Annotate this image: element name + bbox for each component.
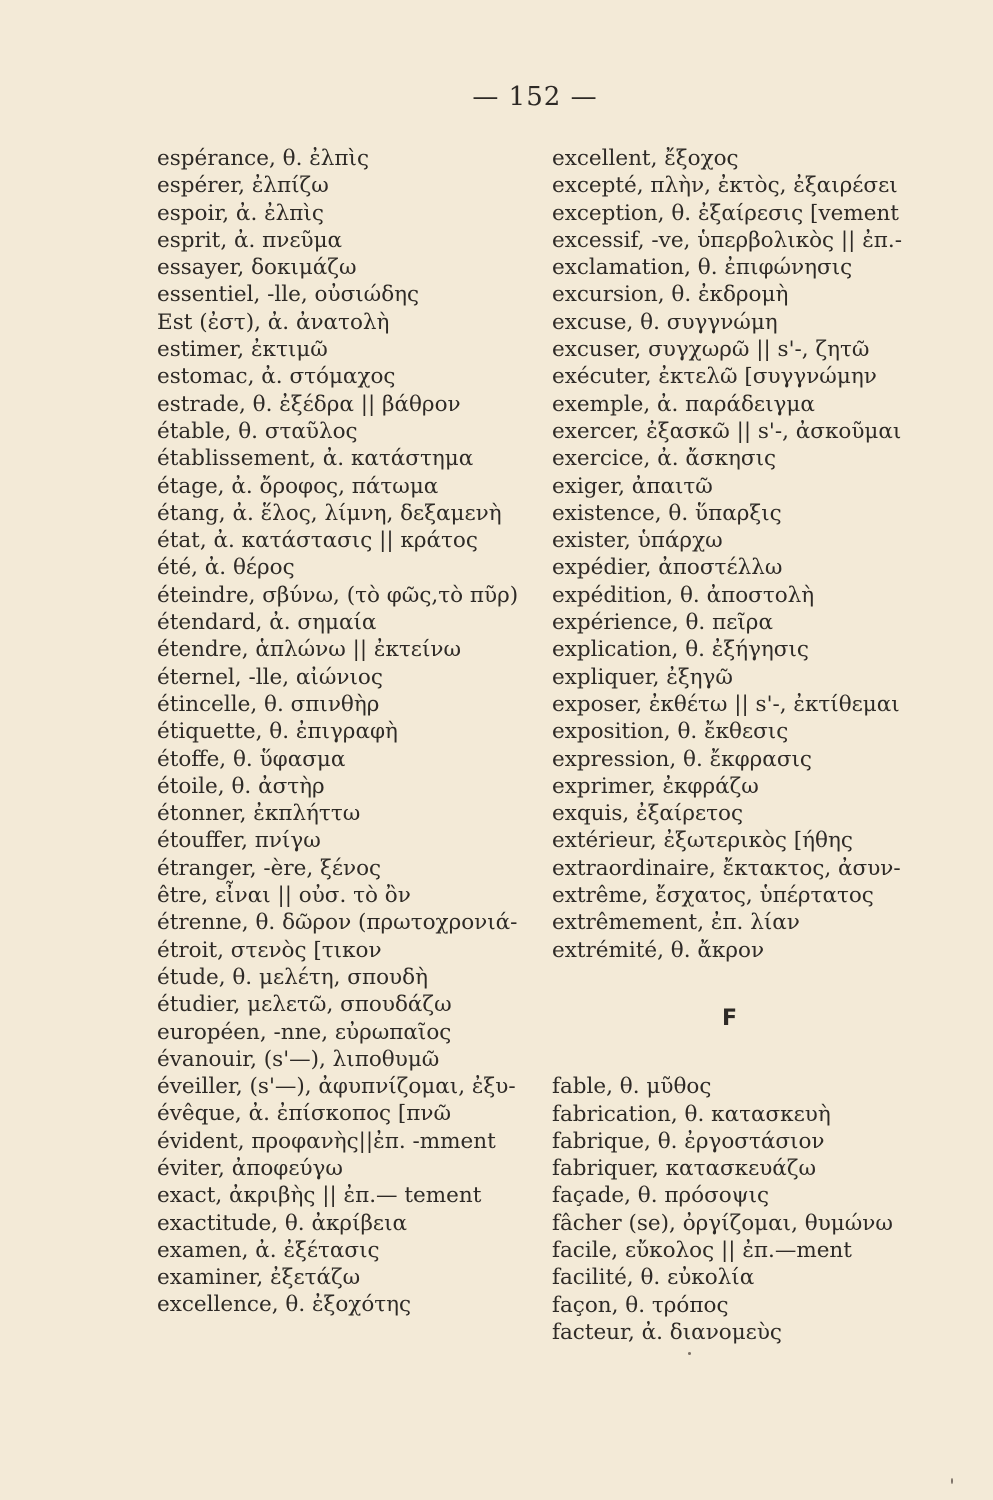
dictionary-entry: examiner, ἐξετάζω [157,1265,361,1291]
dictionary-entry: expliquer, ἐξηγῶ [552,664,733,690]
dictionary-entry: excuser, συγχωρῶ || s'-, ζητῶ [552,337,870,363]
dictionary-entry: expédier, ἀποστέλλω [552,555,783,581]
dictionary-entry: étude, θ. μελέτη, σπουδὴ [157,964,428,990]
dictionary-entry: examen, ἀ. ἐξέτασις [157,1237,380,1263]
dictionary-entry: expédition, θ. ἀποστολὴ [552,582,815,608]
dictionary-entry: excessif, -ve, ὑπερβολικὸς || ἐπ.- [552,227,902,253]
dictionary-entry: été, ἀ. θέρος [157,555,295,581]
dictionary-entry: espérance, θ. ἐλπὶς [157,146,369,171]
dictionary-entry: éteindre, σβύνω, (τὸ φῶς,τὸ πῦρ) [157,582,519,608]
dictionary-entry: établissement, ἀ. κατάστημα [157,446,474,472]
dictionary-entry: estrade, θ. ἐξέδρα || βάθρον [157,391,461,417]
dictionary-entry: exister, ὑπάρχω [552,528,723,554]
dictionary-entry: extérieur, ἐξωτερικὸς [ήθης [552,828,853,854]
dictionary-entry: fabriquer, κατασκευάζω [552,1156,817,1182]
dictionary-entry: expérience, θ. πεῖρα [552,610,773,636]
dictionary-entry: essentiel, -lle, οὐσιώδης [157,282,420,308]
dictionary-entry: éviter, ἀποφεύγω [157,1155,343,1181]
dictionary-entry: exemple, ἀ. παράδειγμα [552,391,815,417]
dictionary-entry: exiger, ἀπαιτῶ [552,473,713,499]
dictionary-entry: étoile, θ. ἀστὴρ [157,773,325,799]
dictionary-entry: façade, θ. πρόσοψις [552,1183,770,1209]
section-letter: F [722,1005,738,1031]
dictionary-entry: étroit, στενὸς [τικον [157,937,382,963]
right-column-e-entries [552,145,972,964]
right-column [552,145,972,1346]
dictionary-entry: exprimer, ἐκφράζω [552,773,759,799]
dictionary-entry: exercice, ἀ. ἄσκησις [552,446,777,472]
dictionary-entry: étincelle, θ. σπινθὴρ [157,691,380,717]
dictionary-entry: état, ἀ. κατάστασις || κράτος [157,528,478,554]
dictionary-entry: excellent, ἔξοχος [552,146,739,171]
dictionary-entry: exception, θ. ἐξαίρεσις [vement [552,200,899,226]
dictionary-entry: extraordinaire, ἔκτακτος, ἀσυν- [552,855,901,881]
dictionary-entry: facteur, ἀ. διανομεὺς [552,1319,782,1345]
dictionary-entry: existence, θ. ὕπαρξις [552,500,782,526]
dictionary-entry: évanouir, (s'—), λιποθυμῶ [157,1046,440,1072]
dictionary-entry: espérer, ἐλπίζω [157,173,329,199]
ink-speck [951,1478,953,1484]
dictionary-entry: éveiller, (s'—), ἀφυπνίζομαι, ἐξυ- [157,1074,516,1100]
dictionary-entry: expression, θ. ἔκφρασις [552,746,812,772]
dictionary-entry: fable, θ. μῦθος [552,1074,712,1100]
dictionary-entry: étranger, -ère, ξένος [157,855,382,881]
dictionary-entry: facilité, θ. εὐκολία [552,1265,755,1291]
dictionary-entry: étable, θ. σταῦλος [157,418,358,444]
dictionary-entry: étang, ἀ. ἕλος, λίμνη, δεξαμενὴ [157,500,502,526]
dictionary-entry: exposition, θ. ἔκθεσις [552,719,789,745]
dictionary-entry: fabrication, θ. κατασκευὴ [552,1101,831,1127]
dictionary-entry: estimer, ἐκτιμῶ [157,337,328,363]
dictionary-entry: extrémité, θ. ἄκρον [552,937,765,963]
dictionary-entry: explication, θ. ἐξήγησις [552,637,809,663]
dictionary-entry: essayer, δοκιμάζω [157,255,357,281]
dictionary-entry: étoffe, θ. ὕφασμα [157,746,346,772]
dictionary-entry: fabrique, θ. ἐργοστάσιον [552,1128,825,1154]
dictionary-entry: éternel, -lle, αἰώνιος [157,664,383,690]
right-column-f-entries [552,1073,972,1346]
dictionary-entry: étudier, μελετῶ, σπουδάζω [157,992,452,1018]
dictionary-entry: étrenne, θ. δῶρον (πρωτοχρονιά- [157,910,518,936]
dictionary-entry: étendre, ἁπλώνω || ἐκτείνω [157,637,461,663]
dictionary-entry: façon, θ. τρόπος [552,1292,729,1318]
dictionary-entry: excepté, πλὴν, ἐκτὸς, ἐξαιρέσει [552,173,898,199]
dictionary-entry: étonner, ἐκπλήττω [157,801,361,827]
dictionary-entry: exercer, ἐξασκῶ || s'-, ἀσκοῦμαι [552,418,902,444]
dictionary-entry: fâcher (se), ὀργίζομαι, θυμώνω [552,1210,893,1236]
dictionary-entry: exquis, ἐξαίρετος [552,801,744,827]
dictionary-entry: étiquette, θ. ἐπιγραφὴ [157,719,398,745]
dictionary-entry: extrêmement, ἐπ. λίαν [552,910,800,936]
dictionary-entry: excuse, θ. συγγνώμη [552,309,778,335]
dictionary-entry: exécuter, ἐκτελῶ [συγγνώμην [552,364,877,390]
page-number: — 152 — [472,82,598,112]
dictionary-entry: exposer, ἐκθέτω || s'-, ἐκτίθεμαι [552,691,900,717]
dictionary-entry: être, εἶναι || οὐσ. τὸ ὂν [157,883,411,909]
dictionary-entry: exclamation, θ. ἐπιφώνησις [552,255,853,281]
left-column [157,145,557,1319]
dictionary-entry: évêque, ἀ. ἐπίσκοπος [πνῶ [157,1101,452,1127]
dictionary-entry: étouffer, πνίγω [157,828,321,854]
dictionary-entry: estomac, ἀ. στόμαχος [157,364,396,390]
ink-speck [688,1352,691,1355]
dictionary-entry: esprit, ἀ. πνεῦμα [157,227,343,253]
dictionary-entry: exact, ἀκριβὴς || ἐπ.— tement [157,1183,482,1209]
dictionary-entry: facile, εὔκολος || ἐπ.—ment [552,1237,852,1263]
dictionary-entry: évident, προφανὴς||ἐπ. -mment [157,1128,496,1154]
dictionary-entry: excursion, θ. ἐκδρομὴ [552,282,789,308]
dictionary-entry: espoir, ἀ. ἐλπὶς [157,200,324,226]
dictionary-entry: Est (ἐστ), ἀ. ἀνατολὴ [157,309,390,335]
dictionary-entry: exactitude, θ. ἀκρίβεια [157,1210,408,1236]
dictionary-entry: extrême, ἔσχατος, ὑπέρτατος [552,883,874,909]
dictionary-entry: étage, ἀ. ὄροφος, πάτωμα [157,473,439,499]
dictionary-entry: européen, -nne, εὐρωπαῖος [157,1019,452,1045]
dictionary-entry: étendard, ἀ. σημαία [157,610,377,636]
dictionary-entry: excellence, θ. ἐξοχότης [157,1292,412,1318]
